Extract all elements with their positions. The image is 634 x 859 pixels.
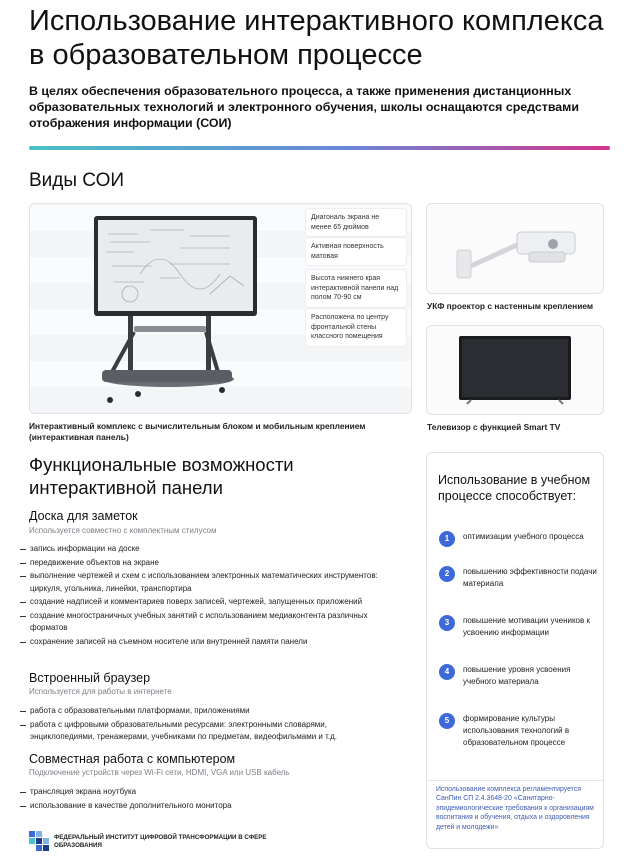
list-item: передвижение объектов на экране — [20, 557, 390, 569]
number-badge: 2 — [439, 566, 455, 582]
section-title-notes: Доска для заметок — [29, 509, 138, 523]
divider — [427, 780, 603, 781]
interactive-panel-card — [29, 203, 412, 414]
intro-text: В целях обеспечения образовательного процесса, а также применения дистанционных образовательных технологий и электронного обучения, школы оснащаются средствами отображения информации (СОИ) — [29, 84, 579, 130]
list-item: работа с образовательными платформами, приложениями — [20, 705, 390, 717]
benefits-panel — [426, 452, 604, 849]
number-badge: 3 — [439, 615, 455, 631]
benefits-heading: Использование в учебном процессе способствует: — [438, 473, 591, 503]
section-title-computer: Совместная работа с компьютером — [29, 752, 236, 766]
list-item: трансляция экрана ноутбука — [20, 786, 390, 798]
number-badge: 5 — [439, 713, 455, 729]
computer-list — [20, 786, 390, 813]
benefit-text: повышение уровня усвоения учебного материала — [463, 665, 571, 686]
list-item: запись информации на доске — [20, 543, 390, 555]
gradient-divider — [29, 146, 610, 150]
benefit-text: формирование культуры использования технологий в образовательном процессе — [463, 714, 570, 747]
section-subtitle-browser: Используется для работы в интернете — [29, 687, 172, 696]
section-subtitle-notes: Используется совместно с комплектным стилусом — [29, 526, 217, 535]
callout-diagonal: Диагональ экрана не менее 65 дюймов — [306, 209, 406, 236]
benefit-text: оптимизации учебного процесса — [463, 532, 584, 541]
callout-height: Высота нижнего края интерактивной панели над полом 70-90 см — [306, 270, 406, 307]
functions-heading: Функциональные возможности интерактивной панели — [29, 454, 294, 498]
tv-card — [426, 325, 604, 415]
projector-card — [426, 203, 604, 294]
list-item: использование в качестве дополнительного монитора — [20, 800, 390, 812]
section-title-browser: Встроенный браузер — [29, 671, 151, 685]
browser-list — [20, 705, 390, 745]
tv-image — [427, 326, 604, 415]
list-item: сохранение записей на съемном носителе или внутренней памяти панели — [20, 636, 390, 648]
callout-surface: Активная поверхность матовая — [306, 238, 406, 265]
notes-list — [20, 543, 390, 649]
list-item: выполнение чертежей и схем с использованием электронных математических инструментов: циркуля, угольника, линейки, транспортира — [20, 570, 390, 595]
list-item: работа с цифровыми образовательными ресурсами: электронными словарями, энциклопедиями, тренажерами, учебниками по предметам, видеофильмами и т.д. — [20, 719, 390, 744]
institute-name: ФЕДЕРАЛЬНЫЙ ИНСТИТУТ ЦИФРОВОЙ ТРАНСФОРМАЦИИ В СФЕРЕ ОБРАЗОВАНИЯ — [54, 834, 267, 849]
types-heading: Виды СОИ — [29, 170, 125, 191]
section-subtitle-computer: Подключение устройств через Wi-Fi сети, HDMI, VGA или USB кабель — [29, 768, 290, 777]
projector-caption: УКФ проектор с настенным креплением — [427, 301, 594, 311]
projector-image — [427, 204, 604, 294]
tv-caption: Телевизор с функцией Smart TV — [427, 422, 561, 432]
institute-logo-icon — [29, 831, 49, 851]
number-badge: 1 — [439, 531, 455, 547]
benefit-text: повышение мотивации учеников к усвоению информации — [463, 616, 590, 637]
interactive-panel-caption: Интерактивный комплекс с вычислительным блоком и мобильным креплением (интерактивная панель) — [29, 421, 366, 442]
list-item: создание надписей и комментариев поверх записей, чертежей, запущенных приложений — [20, 596, 390, 608]
callout-position: Расположена по центру фронтальной стены классного помещения — [306, 309, 406, 346]
list-item: создание многостраничных учебных занятий с использованием медиаконтента различных форматов — [20, 610, 390, 635]
number-badge: 4 — [439, 664, 455, 680]
regulation-note: Использование комплекса регламентируется СанПин СП 2.4.3648-20 «Санитарно-эпидемиологические требования к организациям воспитания и обучения, отдыха и оздоровления детей и молодежи» — [436, 786, 594, 831]
page-title: Использование интерактивного комплекса в образовательном процессе — [29, 5, 604, 71]
benefit-text: повышению эффективности подачи материала — [463, 567, 597, 588]
